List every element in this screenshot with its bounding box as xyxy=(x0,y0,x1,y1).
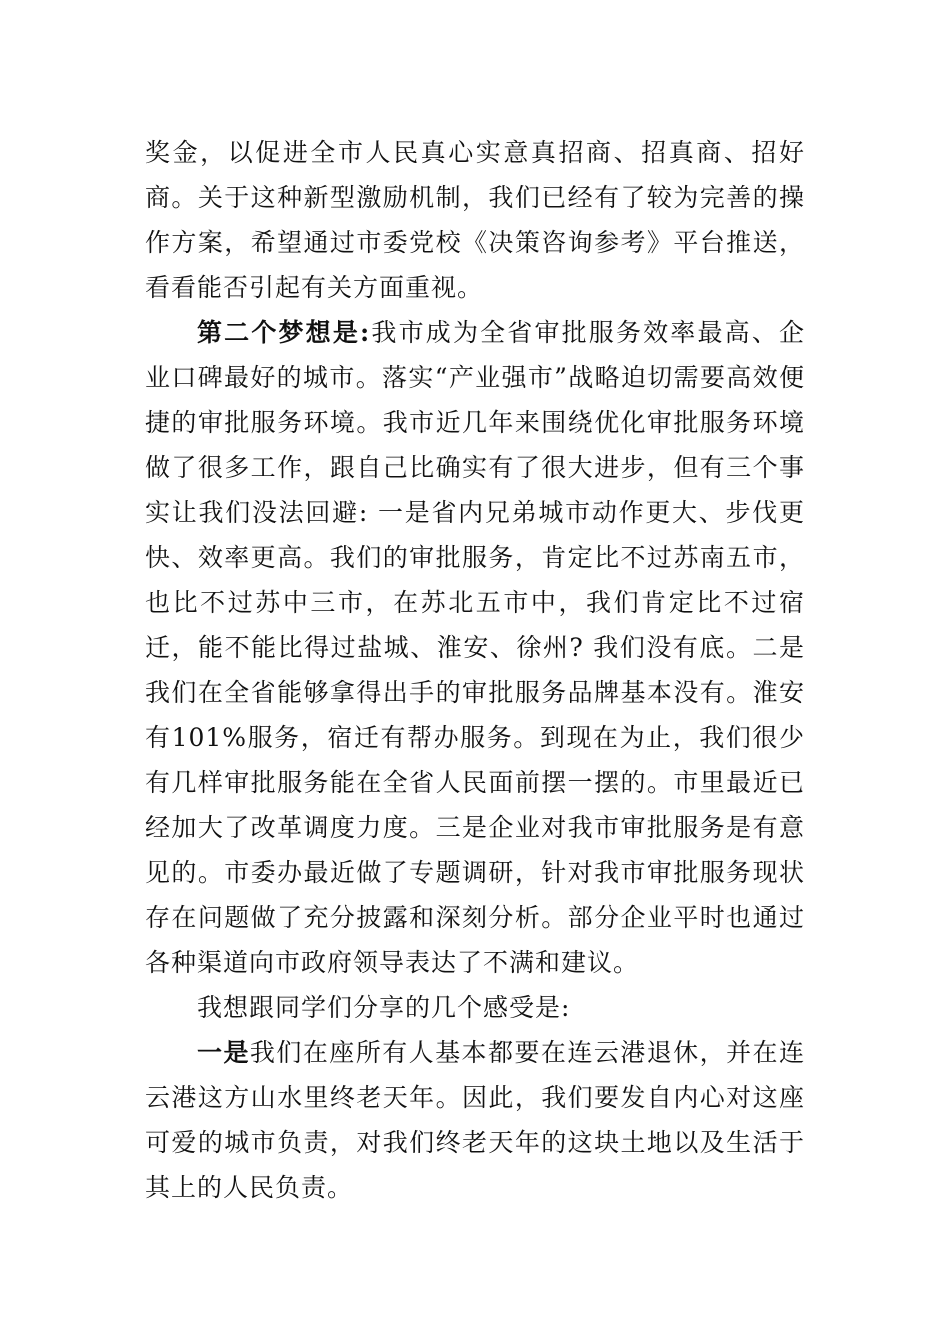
paragraph-lead-heading: 一是 xyxy=(197,1038,250,1067)
paragraph-text: 我市成为全省审批服务效率最高、企业口碑最好的城市。落实“产业强市”战略迫切需要高效便捷的审批服务环境。我市近几年来围绕优化审批服务环境做了很多工作，跟自己比确实有了很大进步，但有三个事实让我们没法回避: 一是省内兄弟城市动作更大、步伐更快、效率更高。我们的审批服务，肯定比不过苏南五市，也比不过苏中三市，在苏北五市中，我们肯定比不过宿迁，能不能比得过盐城、淮安、徐州? 我们没有底。二是我们在全省能够拿得出手的审批服务品牌基本没有。淮安有101%服务，宿迁有帮办服务。到现在为止，我们很少有几样审批服务能在全省人民面前摆一摆的。市里最近已经加大了改革调度力度。三是企业对我市审批服务是有意见的。市委办最近做了专题调研，针对我市审批服务现状存在问题做了充分披露和深刻分析。部分企业平时也通过各种渠道向市政府领导表达了不满和建议。 xyxy=(145,318,805,977)
paragraph-feelings-intro xyxy=(145,985,805,1030)
paragraph-text: 我们在座所有人基本都要在连云港退休，并在连云港这方山水里终老天年。因此，我们要发自内心对这座可爱的城市负责，对我们终老天年的这块土地以及生活于其上的人民负责。 xyxy=(145,1038,805,1202)
paragraph-text: 我想跟同学们分享的几个感受是: xyxy=(197,993,571,1022)
paragraph-second-dream xyxy=(145,310,805,985)
paragraph-text: 奖金，以促进全市人民真心实意真招商、招真商、招好商。关于这种新型激励机制，我们已经有了较为完善的操作方案，希望通过市委党校《决策咨询参考》平台推送，看看能否引起有关方面重视。 xyxy=(145,138,805,302)
document-page xyxy=(145,130,805,1210)
paragraph-lead-heading: 第二个梦想是: xyxy=(197,318,371,347)
paragraph-continuation xyxy=(145,130,805,310)
paragraph-first-feeling xyxy=(145,1030,805,1210)
